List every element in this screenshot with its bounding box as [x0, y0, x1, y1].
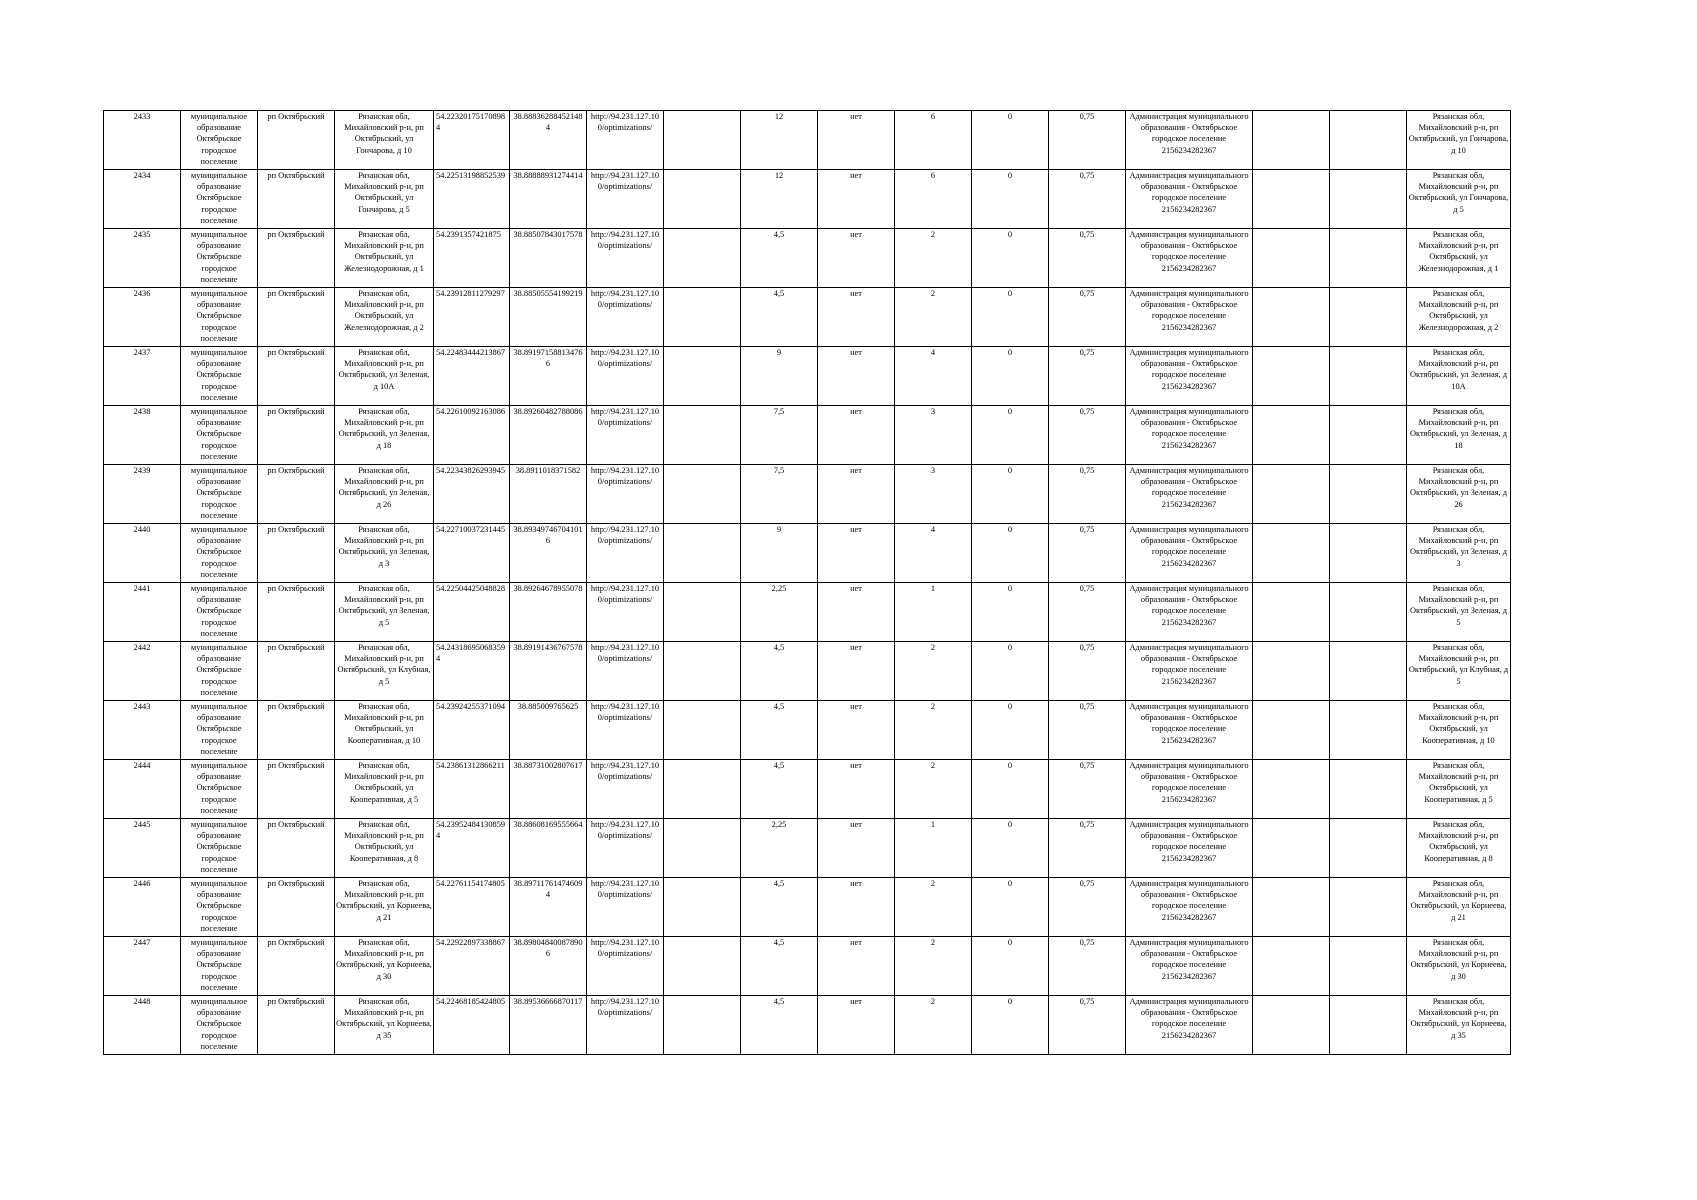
address-cell: Рязанская обл, Михайловский р-н, рп Октябрьский, ул Корнеева, д 21: [335, 878, 434, 937]
volume-cell: 0,75: [1049, 642, 1126, 701]
latitude-cell: 54.22504425048828: [434, 583, 510, 642]
longitude-cell: 38.89711761474609 4: [510, 878, 587, 937]
table-row: [104, 111, 1511, 170]
cover-cell: нет: [818, 878, 895, 937]
empty-cell: [1330, 642, 1407, 701]
longitude-cell: 38.8911018371582: [510, 465, 587, 524]
containers-count-cell: 2: [895, 701, 972, 760]
municipal-entity-cell: муниципальное образование Октябрьское городское поселение: [181, 760, 258, 819]
latitude-cell: 54.22343826293945: [434, 465, 510, 524]
settlement-cell: рп Октябрьский: [258, 878, 335, 937]
row-number-cell: 2443: [104, 701, 181, 760]
empty-cell: [1330, 760, 1407, 819]
table-row: [104, 937, 1511, 996]
data-table: [103, 110, 1511, 1055]
longitude-cell: 38.89264678955078: [510, 583, 587, 642]
row-number-cell: 2444: [104, 760, 181, 819]
latitude-cell: 54.22483444213867: [434, 347, 510, 406]
latitude-cell: 54.24318695068359 4: [434, 642, 510, 701]
table-row: [104, 347, 1511, 406]
source-address-cell: Рязанская обл, Михайловский р-н, рп Октябрьский, ул Зеленая, д 10А: [1407, 347, 1511, 406]
source-address-cell: Рязанская обл, Михайловский р-н, рп Октябрьский, ул Кооперативная, д 5: [1407, 760, 1511, 819]
area-cell: 12: [741, 170, 818, 229]
url-cell: http://94.231.127.10 0/optimizations/: [587, 406, 664, 465]
volume-cell: 0,75: [1049, 524, 1126, 583]
settlement-cell: рп Октябрьский: [258, 347, 335, 406]
empty-cell: [1253, 347, 1330, 406]
latitude-cell: 54.22468185424805: [434, 996, 510, 1055]
containers-count-cell: 2: [895, 937, 972, 996]
empty-cell: [1253, 229, 1330, 288]
volume-cell: 0,75: [1049, 760, 1126, 819]
longitude-cell: 38.88731002807617: [510, 760, 587, 819]
volume-cell: 0,75: [1049, 111, 1126, 170]
owner-cell: Администрация муниципального образования - Октябрьское городское поселение 2156234282367: [1126, 819, 1253, 878]
extra-count-cell: 0: [972, 465, 1049, 524]
municipal-entity-cell: муниципальное образование Октябрьское городское поселение: [181, 937, 258, 996]
url-cell: http://94.231.127.10 0/optimizations/: [587, 878, 664, 937]
source-address-cell: Рязанская обл, Михайловский р-н, рп Октябрьский, ул Зеленая, д 5: [1407, 583, 1511, 642]
municipal-entity-cell: муниципальное образование Октябрьское городское поселение: [181, 701, 258, 760]
cover-cell: нет: [818, 170, 895, 229]
empty-cell: [1330, 701, 1407, 760]
settlement-cell: рп Октябрьский: [258, 760, 335, 819]
table-row: [104, 760, 1511, 819]
table-row: [104, 288, 1511, 347]
empty-cell: [1330, 937, 1407, 996]
area-cell: 9: [741, 524, 818, 583]
address-cell: Рязанская обл, Михайловский р-н, рп Октябрьский, ул Зеленая, д 26: [335, 465, 434, 524]
settlement-cell: рп Октябрьский: [258, 583, 335, 642]
table-row: [104, 642, 1511, 701]
empty-cell: [1330, 170, 1407, 229]
owner-cell: Администрация муниципального образования - Октябрьское городское поселение 2156234282367: [1126, 524, 1253, 583]
cover-cell: нет: [818, 465, 895, 524]
volume-cell: 0,75: [1049, 465, 1126, 524]
cover-cell: нет: [818, 701, 895, 760]
containers-count-cell: 6: [895, 111, 972, 170]
area-cell: 4,5: [741, 760, 818, 819]
row-number-cell: 2442: [104, 642, 181, 701]
containers-count-cell: 2: [895, 288, 972, 347]
containers-count-cell: 2: [895, 760, 972, 819]
longitude-cell: 38.89349746704101 6: [510, 524, 587, 583]
empty-cell: [1330, 819, 1407, 878]
row-number-cell: 2439: [104, 465, 181, 524]
empty-cell: [664, 996, 741, 1055]
extra-count-cell: 0: [972, 642, 1049, 701]
municipal-entity-cell: муниципальное образование Октябрьское городское поселение: [181, 819, 258, 878]
empty-cell: [664, 937, 741, 996]
owner-cell: Администрация муниципального образования - Октябрьское городское поселение 2156234282367: [1126, 347, 1253, 406]
address-cell: Рязанская обл, Михайловский р-н, рп Октябрьский, ул Железнодорожная, д 2: [335, 288, 434, 347]
url-cell: http://94.231.127.10 0/optimizations/: [587, 996, 664, 1055]
empty-cell: [1330, 406, 1407, 465]
volume-cell: 0,75: [1049, 996, 1126, 1055]
extra-count-cell: 0: [972, 229, 1049, 288]
settlement-cell: рп Октябрьский: [258, 170, 335, 229]
empty-cell: [664, 229, 741, 288]
address-cell: Рязанская обл, Михайловский р-н, рп Октябрьский, ул Зеленая, д 18: [335, 406, 434, 465]
table-row: [104, 524, 1511, 583]
source-address-cell: Рязанская обл, Михайловский р-н, рп Октябрьский, ул Кооперативная, д 10: [1407, 701, 1511, 760]
extra-count-cell: 0: [972, 288, 1049, 347]
extra-count-cell: 0: [972, 996, 1049, 1055]
url-cell: http://94.231.127.10 0/optimizations/: [587, 111, 664, 170]
latitude-cell: 54.22922897338867: [434, 937, 510, 996]
area-cell: 4,5: [741, 229, 818, 288]
empty-cell: [1253, 937, 1330, 996]
extra-count-cell: 0: [972, 524, 1049, 583]
settlement-cell: рп Октябрьский: [258, 819, 335, 878]
longitude-cell: 38.88507843017578: [510, 229, 587, 288]
row-number-cell: 2441: [104, 583, 181, 642]
empty-cell: [1253, 465, 1330, 524]
municipal-entity-cell: муниципальное образование Октябрьское городское поселение: [181, 288, 258, 347]
empty-cell: [664, 642, 741, 701]
extra-count-cell: 0: [972, 111, 1049, 170]
area-cell: 4,5: [741, 642, 818, 701]
municipal-entity-cell: муниципальное образование Октябрьское городское поселение: [181, 583, 258, 642]
latitude-cell: 54.22710037231445: [434, 524, 510, 583]
table-row: [104, 878, 1511, 937]
empty-cell: [1253, 406, 1330, 465]
owner-cell: Администрация муниципального образования - Октябрьское городское поселение 2156234282367: [1126, 996, 1253, 1055]
volume-cell: 0,75: [1049, 701, 1126, 760]
url-cell: http://94.231.127.10 0/optimizations/: [587, 465, 664, 524]
source-address-cell: Рязанская обл, Михайловский р-н, рп Октябрьский, ул Гончарова, д 5: [1407, 170, 1511, 229]
empty-cell: [664, 347, 741, 406]
extra-count-cell: 0: [972, 583, 1049, 642]
longitude-cell: 38.885009765625: [510, 701, 587, 760]
latitude-cell: 54.23912811279297: [434, 288, 510, 347]
address-cell: Рязанская обл, Михайловский р-н, рп Октябрьский, ул Корнеева, д 30: [335, 937, 434, 996]
owner-cell: Администрация муниципального образования - Октябрьское городское поселение 2156234282367: [1126, 583, 1253, 642]
owner-cell: Администрация муниципального образования - Октябрьское городское поселение 2156234282367: [1126, 465, 1253, 524]
area-cell: 7,5: [741, 465, 818, 524]
area-cell: 4,5: [741, 996, 818, 1055]
settlement-cell: рп Октябрьский: [258, 524, 335, 583]
empty-cell: [664, 819, 741, 878]
url-cell: http://94.231.127.10 0/optimizations/: [587, 760, 664, 819]
address-cell: Рязанская обл, Михайловский р-н, рп Октябрьский, ул Кооперативная, д 8: [335, 819, 434, 878]
source-address-cell: Рязанская обл, Михайловский р-н, рп Октябрьский, ул Клубная, д 5: [1407, 642, 1511, 701]
table-row: [104, 465, 1511, 524]
longitude-cell: 38.88505554199219: [510, 288, 587, 347]
settlement-cell: рп Октябрьский: [258, 111, 335, 170]
cover-cell: нет: [818, 642, 895, 701]
volume-cell: 0,75: [1049, 170, 1126, 229]
municipal-entity-cell: муниципальное образование Октябрьское городское поселение: [181, 229, 258, 288]
source-address-cell: Рязанская обл, Михайловский р-н, рп Октябрьский, ул Корнеева, д 30: [1407, 937, 1511, 996]
cover-cell: нет: [818, 760, 895, 819]
municipal-entity-cell: муниципальное образование Октябрьское городское поселение: [181, 524, 258, 583]
address-cell: Рязанская обл, Михайловский р-н, рп Октябрьский, ул Зеленая, д 10А: [335, 347, 434, 406]
settlement-cell: рп Октябрьский: [258, 406, 335, 465]
containers-count-cell: 3: [895, 406, 972, 465]
empty-cell: [1253, 760, 1330, 819]
containers-count-cell: 2: [895, 878, 972, 937]
municipal-entity-cell: муниципальное образование Октябрьское городское поселение: [181, 465, 258, 524]
empty-cell: [1330, 524, 1407, 583]
area-cell: 9: [741, 347, 818, 406]
latitude-cell: 54.22513198852539: [434, 170, 510, 229]
url-cell: http://94.231.127.10 0/optimizations/: [587, 170, 664, 229]
empty-cell: [1253, 819, 1330, 878]
table-row: [104, 170, 1511, 229]
table-row: [104, 406, 1511, 465]
url-cell: http://94.231.127.10 0/optimizations/: [587, 937, 664, 996]
table-row: [104, 701, 1511, 760]
extra-count-cell: 0: [972, 760, 1049, 819]
extra-count-cell: 0: [972, 347, 1049, 406]
area-cell: 4,5: [741, 701, 818, 760]
source-address-cell: Рязанская обл, Михайловский р-н, рп Октябрьский, ул Зеленая, д 3: [1407, 524, 1511, 583]
latitude-cell: 54.22761154174805: [434, 878, 510, 937]
empty-cell: [664, 170, 741, 229]
containers-count-cell: 1: [895, 583, 972, 642]
area-cell: 2,25: [741, 819, 818, 878]
longitude-cell: 38.89191436767578: [510, 642, 587, 701]
latitude-cell: 54.22320175170898 4: [434, 111, 510, 170]
containers-count-cell: 2: [895, 996, 972, 1055]
municipal-entity-cell: муниципальное образование Октябрьское городское поселение: [181, 642, 258, 701]
extra-count-cell: 0: [972, 170, 1049, 229]
volume-cell: 0,75: [1049, 288, 1126, 347]
empty-cell: [1253, 111, 1330, 170]
empty-cell: [1253, 701, 1330, 760]
area-cell: 4,5: [741, 878, 818, 937]
url-cell: http://94.231.127.10 0/optimizations/: [587, 347, 664, 406]
empty-cell: [664, 524, 741, 583]
extra-count-cell: 0: [972, 878, 1049, 937]
owner-cell: Администрация муниципального образования - Октябрьское городское поселение 2156234282367: [1126, 937, 1253, 996]
owner-cell: Администрация муниципального образования - Октябрьское городское поселение 2156234282367: [1126, 701, 1253, 760]
empty-cell: [1330, 465, 1407, 524]
municipal-entity-cell: муниципальное образование Октябрьское городское поселение: [181, 878, 258, 937]
empty-cell: [1253, 642, 1330, 701]
settlement-cell: рп Октябрьский: [258, 642, 335, 701]
area-cell: 4,5: [741, 937, 818, 996]
address-cell: Рязанская обл, Михайловский р-н, рп Октябрьский, ул Корнеева, д 35: [335, 996, 434, 1055]
url-cell: http://94.231.127.10 0/optimizations/: [587, 288, 664, 347]
area-cell: 7,5: [741, 406, 818, 465]
cover-cell: нет: [818, 347, 895, 406]
empty-cell: [1253, 583, 1330, 642]
row-number-cell: 2437: [104, 347, 181, 406]
extra-count-cell: 0: [972, 819, 1049, 878]
containers-count-cell: 1: [895, 819, 972, 878]
longitude-cell: 38.89536666870117: [510, 996, 587, 1055]
longitude-cell: 38.89260482788086: [510, 406, 587, 465]
settlement-cell: рп Октябрьский: [258, 465, 335, 524]
empty-cell: [1330, 229, 1407, 288]
owner-cell: Администрация муниципального образования - Октябрьское городское поселение 2156234282367: [1126, 170, 1253, 229]
latitude-cell: 54.23924255371094: [434, 701, 510, 760]
owner-cell: Администрация муниципального образования - Октябрьское городское поселение 2156234282367: [1126, 760, 1253, 819]
containers-count-cell: 2: [895, 229, 972, 288]
address-cell: Рязанская обл, Михайловский р-н, рп Октябрьский, ул Железнодорожная, д 1: [335, 229, 434, 288]
containers-count-cell: 3: [895, 465, 972, 524]
empty-cell: [1330, 878, 1407, 937]
longitude-cell: 38.88888931274414: [510, 170, 587, 229]
cover-cell: нет: [818, 583, 895, 642]
containers-count-cell: 4: [895, 524, 972, 583]
empty-cell: [1253, 170, 1330, 229]
volume-cell: 0,75: [1049, 937, 1126, 996]
volume-cell: 0,75: [1049, 583, 1126, 642]
extra-count-cell: 0: [972, 406, 1049, 465]
settlement-cell: рп Октябрьский: [258, 288, 335, 347]
containers-count-cell: 6: [895, 170, 972, 229]
empty-cell: [1330, 288, 1407, 347]
latitude-cell: 54.23861312866211: [434, 760, 510, 819]
source-address-cell: Рязанская обл, Михайловский р-н, рп Октябрьский, ул Кооперативная, д 8: [1407, 819, 1511, 878]
volume-cell: 0,75: [1049, 347, 1126, 406]
owner-cell: Администрация муниципального образования - Октябрьское городское поселение 2156234282367: [1126, 878, 1253, 937]
longitude-cell: 38.89804840087890 6: [510, 937, 587, 996]
cover-cell: нет: [818, 524, 895, 583]
empty-cell: [1253, 878, 1330, 937]
row-number-cell: 2435: [104, 229, 181, 288]
address-cell: Рязанская обл, Михайловский р-н, рп Октябрьский, ул Кооперативная, д 10: [335, 701, 434, 760]
owner-cell: Администрация муниципального образования - Октябрьское городское поселение 2156234282367: [1126, 288, 1253, 347]
table-row: [104, 229, 1511, 288]
empty-cell: [664, 878, 741, 937]
volume-cell: 0,75: [1049, 406, 1126, 465]
cover-cell: нет: [818, 819, 895, 878]
source-address-cell: Рязанская обл, Михайловский р-н, рп Октябрьский, ул Зеленая, д 18: [1407, 406, 1511, 465]
row-number-cell: 2434: [104, 170, 181, 229]
cover-cell: нет: [818, 288, 895, 347]
municipal-entity-cell: муниципальное образование Октябрьское городское поселение: [181, 406, 258, 465]
address-cell: Рязанская обл, Михайловский р-н, рп Октябрьский, ул Зеленая, д 5: [335, 583, 434, 642]
row-number-cell: 2446: [104, 878, 181, 937]
address-cell: Рязанская обл, Михайловский р-н, рп Октябрьский, ул Гончарова, д 5: [335, 170, 434, 229]
address-cell: Рязанская обл, Михайловский р-н, рп Октябрьский, ул Кооперативная, д 5: [335, 760, 434, 819]
table-row: [104, 583, 1511, 642]
owner-cell: Администрация муниципального образования - Октябрьское городское поселение 2156234282367: [1126, 111, 1253, 170]
owner-cell: Администрация муниципального образования - Октябрьское городское поселение 2156234282367: [1126, 406, 1253, 465]
source-address-cell: Рязанская обл, Михайловский р-н, рп Октябрьский, ул Железнодорожная, д 2: [1407, 288, 1511, 347]
source-address-cell: Рязанская обл, Михайловский р-н, рп Октябрьский, ул Зеленая, д 26: [1407, 465, 1511, 524]
table-row: [104, 996, 1511, 1055]
settlement-cell: рп Октябрьский: [258, 229, 335, 288]
municipal-entity-cell: муниципальное образование Октябрьское городское поселение: [181, 347, 258, 406]
table-row: [104, 819, 1511, 878]
volume-cell: 0,75: [1049, 819, 1126, 878]
row-number-cell: 2438: [104, 406, 181, 465]
table-body: [104, 111, 1511, 1055]
extra-count-cell: 0: [972, 701, 1049, 760]
owner-cell: Администрация муниципального образования - Октябрьское городское поселение 2156234282367: [1126, 229, 1253, 288]
settlement-cell: рп Октябрьский: [258, 937, 335, 996]
cover-cell: нет: [818, 111, 895, 170]
row-number-cell: 2445: [104, 819, 181, 878]
municipal-entity-cell: муниципальное образование Октябрьское городское поселение: [181, 111, 258, 170]
empty-cell: [664, 406, 741, 465]
settlement-cell: рп Октябрьский: [258, 996, 335, 1055]
empty-cell: [664, 288, 741, 347]
row-number-cell: 2448: [104, 996, 181, 1055]
source-address-cell: Рязанская обл, Михайловский р-н, рп Октябрьский, ул Корнеева, д 35: [1407, 996, 1511, 1055]
containers-count-cell: 4: [895, 347, 972, 406]
longitude-cell: 38.89197158813476 6: [510, 347, 587, 406]
url-cell: http://94.231.127.10 0/optimizations/: [587, 524, 664, 583]
url-cell: http://94.231.127.10 0/optimizations/: [587, 642, 664, 701]
cover-cell: нет: [818, 996, 895, 1055]
source-address-cell: Рязанская обл, Михайловский р-н, рп Октябрьский, ул Гончарова, д 10: [1407, 111, 1511, 170]
empty-cell: [664, 465, 741, 524]
empty-cell: [1330, 583, 1407, 642]
municipal-entity-cell: муниципальное образование Октябрьское городское поселение: [181, 996, 258, 1055]
latitude-cell: 54.23952484130859 4: [434, 819, 510, 878]
extra-count-cell: 0: [972, 937, 1049, 996]
empty-cell: [664, 701, 741, 760]
longitude-cell: 38.88836288452148 4: [510, 111, 587, 170]
latitude-cell: 54.22610092163086: [434, 406, 510, 465]
empty-cell: [1253, 288, 1330, 347]
address-cell: Рязанская обл, Михайловский р-н, рп Октябрьский, ул Клубная, д 5: [335, 642, 434, 701]
containers-count-cell: 2: [895, 642, 972, 701]
cover-cell: нет: [818, 937, 895, 996]
row-number-cell: 2447: [104, 937, 181, 996]
address-cell: Рязанская обл, Михайловский р-н, рп Октябрьский, ул Гончарова, д 10: [335, 111, 434, 170]
empty-cell: [1253, 524, 1330, 583]
row-number-cell: 2436: [104, 288, 181, 347]
row-number-cell: 2433: [104, 111, 181, 170]
empty-cell: [1330, 347, 1407, 406]
cover-cell: нет: [818, 229, 895, 288]
area-cell: 12: [741, 111, 818, 170]
latitude-cell: 54.2391357421875: [434, 229, 510, 288]
owner-cell: Администрация муниципального образования - Октябрьское городское поселение 2156234282367: [1126, 642, 1253, 701]
longitude-cell: 38.88608169555664: [510, 819, 587, 878]
source-address-cell: Рязанская обл, Михайловский р-н, рп Октябрьский, ул Корнеева, д 21: [1407, 878, 1511, 937]
empty-cell: [664, 760, 741, 819]
url-cell: http://94.231.127.10 0/optimizations/: [587, 229, 664, 288]
settlement-cell: рп Октябрьский: [258, 701, 335, 760]
url-cell: http://94.231.127.10 0/optimizations/: [587, 583, 664, 642]
empty-cell: [664, 111, 741, 170]
area-cell: 4,5: [741, 288, 818, 347]
row-number-cell: 2440: [104, 524, 181, 583]
empty-cell: [1330, 111, 1407, 170]
volume-cell: 0,75: [1049, 229, 1126, 288]
address-cell: Рязанская обл, Михайловский р-н, рп Октябрьский, ул Зеленая, д 3: [335, 524, 434, 583]
empty-cell: [1330, 996, 1407, 1055]
area-cell: 2,25: [741, 583, 818, 642]
empty-cell: [664, 583, 741, 642]
url-cell: http://94.231.127.10 0/optimizations/: [587, 701, 664, 760]
volume-cell: 0,75: [1049, 878, 1126, 937]
url-cell: http://94.231.127.10 0/optimizations/: [587, 819, 664, 878]
municipal-entity-cell: муниципальное образование Октябрьское городское поселение: [181, 170, 258, 229]
cover-cell: нет: [818, 406, 895, 465]
source-address-cell: Рязанская обл, Михайловский р-н, рп Октябрьский, ул Железнодорожная, д 1: [1407, 229, 1511, 288]
empty-cell: [1253, 996, 1330, 1055]
